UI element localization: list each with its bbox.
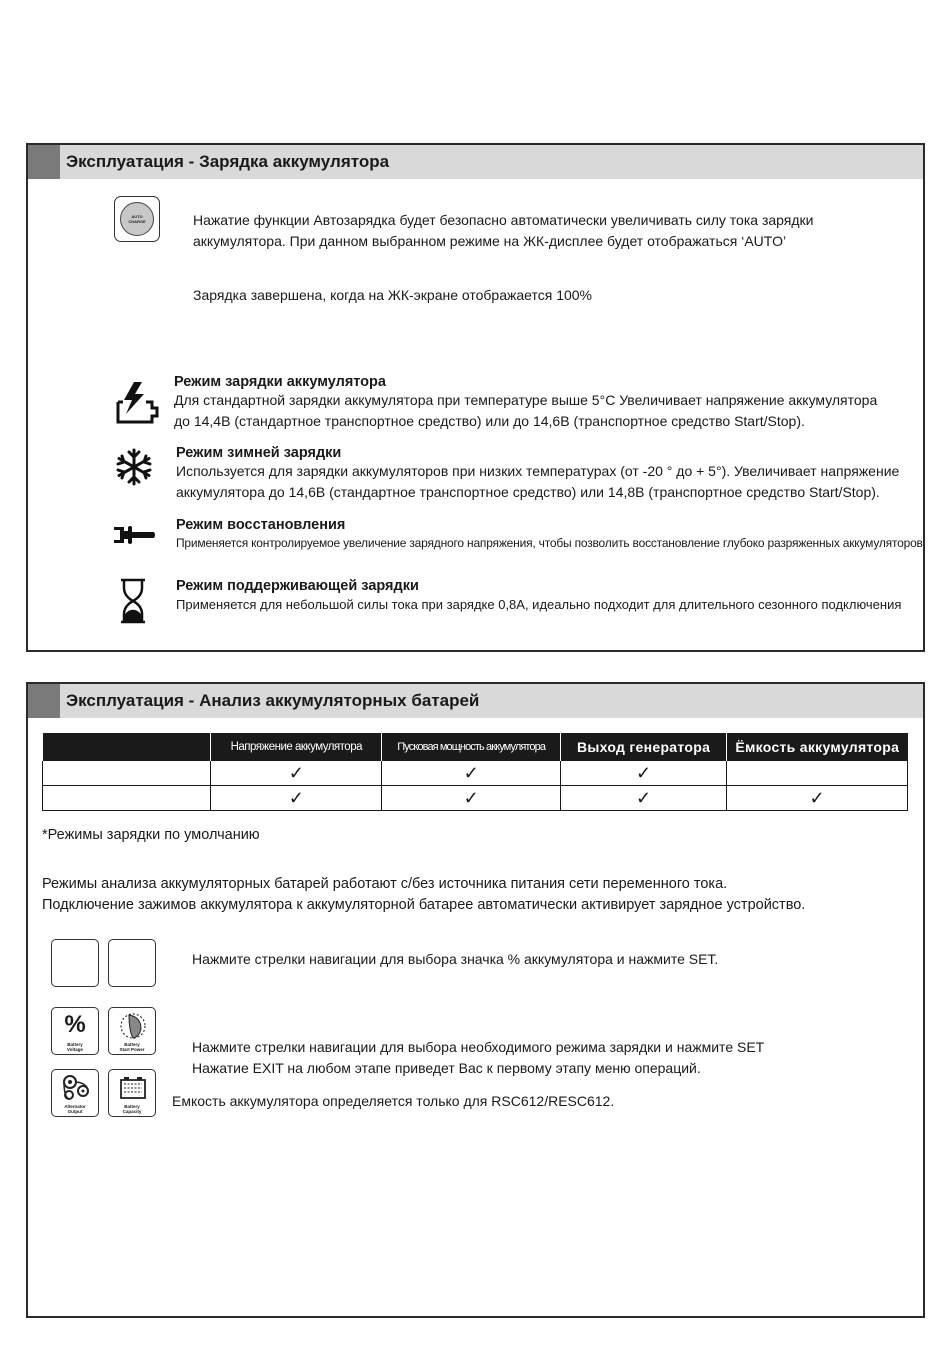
section-header xyxy=(28,145,923,179)
alternator-output-icon: Alternator Output xyxy=(51,1069,99,1117)
footnote: *Режимы зарядки по умолчанию xyxy=(42,827,260,843)
battery-start-power-icon: Battery Start Power xyxy=(108,1007,156,1055)
blank-display-box xyxy=(51,939,99,987)
mode-title: Режим поддерживающей зарядки xyxy=(176,578,419,594)
table-cell xyxy=(43,761,211,786)
table-cell: ✓ xyxy=(561,761,727,786)
header-tab-marker xyxy=(28,145,60,179)
analysis-paragraph: Режимы анализа аккумуляторных батарей работают с/без источника питания сети переменного тока. Подключение зажимов аккумулятора к аккумуляторной батарее автоматически активирует зарядное устройство. xyxy=(42,876,806,913)
table-cell xyxy=(43,786,211,811)
mode-charge xyxy=(174,374,877,432)
mode-title: Режим зимней зарядки xyxy=(176,445,342,461)
table-row xyxy=(43,786,908,811)
wrench-icon xyxy=(112,524,156,546)
mode-title: Режим восстановления xyxy=(176,517,346,533)
capacity-note: Емкость аккумулятора определяется только для RSC612/RESC612. xyxy=(172,1093,615,1109)
hourglass-icon xyxy=(119,578,147,624)
blank-display-box xyxy=(108,939,156,987)
table-header xyxy=(43,733,211,761)
mode-maintenance xyxy=(176,578,901,615)
table-cell: ✓ xyxy=(727,786,908,811)
table-row xyxy=(43,761,908,786)
table-header-row xyxy=(43,733,908,761)
mode-description: Для стандартной зарядки аккумулятора при температуре выше 5°C Увеличивает напряжение аккумулятора до 14,4В (стандартное транспортное средство) или до 14,6В (транспортное средство Start/Stop). xyxy=(174,392,878,429)
charge-complete-text: Зарядка завершена, когда на ЖК-экране отображается 100% xyxy=(193,287,593,303)
mode-description: Применяется для небольшой силы тока при зарядке 0,8А, идеально подходит для длительного сезонного подключения xyxy=(176,597,902,612)
table-header: Ёмкость аккумулятора xyxy=(727,733,908,761)
analysis-table xyxy=(42,733,908,811)
header-tab-marker xyxy=(28,684,60,718)
table-cell: ✓ xyxy=(382,786,561,811)
mode-winter xyxy=(176,445,899,503)
battery-capacity-icon: Battery Capacity xyxy=(108,1069,156,1117)
section-header xyxy=(28,684,923,718)
mode-description: Используется для зарядки аккумуляторов при низких температурах (от -20 ° до + 5°). Увеличивает напряжение аккумулятора до 14,6В (стандартное транспортное средство) или 14,8В (транспортное средство Start/Stop). xyxy=(176,463,900,500)
auto-label: AUTO xyxy=(131,214,143,219)
battery-charge-icon xyxy=(112,380,160,426)
snowflake-icon xyxy=(115,448,153,486)
section-title: Эксплуатация - Анализ аккумуляторных батарей xyxy=(66,691,480,710)
step-select-mode: Нажмите стрелки навигации для выбора необходимого режима зарядки и нажмите SET Нажатие EXIT на любом этапе приведет Вас к первому этапу меню операций. xyxy=(192,1039,765,1076)
mode-description: Применяется контролируемое увеличение зарядного напряжения, чтобы позволить восстановление глубоко разряженных аккумуляторов xyxy=(176,536,923,550)
table-header: Пусковая мощность аккумулятора xyxy=(382,733,561,761)
mode-recovery xyxy=(176,517,923,554)
table-header: Напряжение аккумулятора xyxy=(211,733,382,761)
charge-label: CHARGE xyxy=(128,219,146,224)
mode-title: Режим зарядки аккумулятора xyxy=(174,374,386,390)
step-select-battery: Нажмите стрелки навигации для выбора значка % аккумулятора и нажмите SET. xyxy=(192,951,719,967)
table-cell xyxy=(727,761,908,786)
table-cell: ✓ xyxy=(382,761,561,786)
section-title: Эксплуатация - Зарядка аккумулятора xyxy=(66,152,390,171)
table-header: Выход генератора xyxy=(561,733,727,761)
table-cell: ✓ xyxy=(211,761,382,786)
table-cell: ✓ xyxy=(561,786,727,811)
auto-charge-description: Нажатие функции Автозарядка будет безопасно автоматически увеличивать силу тока зарядки аккумулятора. При данном выбранном режиме на ЖК-дисплее будет отображаться ‘AUTO’ xyxy=(193,212,814,249)
battery-voltage-icon: % Battery Voltage xyxy=(51,1007,99,1055)
auto-charge-button-icon xyxy=(114,196,160,242)
table-cell: ✓ xyxy=(211,786,382,811)
